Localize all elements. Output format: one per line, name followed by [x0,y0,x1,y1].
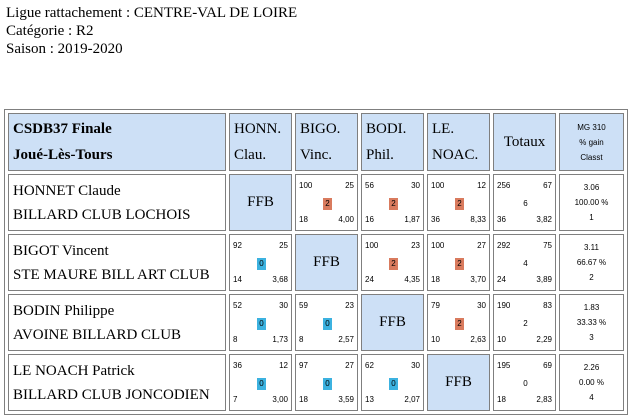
rank: 4 [589,393,594,402]
stats-cell [559,174,624,231]
match-average: 4,35 [404,275,420,284]
total-average: 3,82 [536,215,552,224]
match-cell [361,234,424,291]
player-row [8,174,624,231]
stats-cell [559,294,624,351]
player-col-first: Clau. [234,147,267,163]
total-points: 256 [497,181,511,190]
match-points: 100 [299,181,313,190]
total-points: 195 [497,361,511,370]
classt-label: Classt [580,152,603,162]
player-col-header-3 [361,113,424,171]
match-average: 1,87 [404,215,420,224]
match-points-badge: 0 [257,258,266,270]
match-cell [229,354,292,411]
player-col-first: Phil. [366,147,394,163]
player-row [8,234,624,291]
competition-venue: Joué-Lès-Tours [13,147,113,163]
total-highrun: 10 [497,335,506,344]
match-highrun: 18 [431,275,440,284]
match-cell [229,294,292,351]
player-row [8,294,624,351]
player-col-first: Vinc. [300,147,333,163]
player-col-abbr: LE. [432,121,455,137]
match-points-badge: 2 [323,198,332,210]
categorie-line: Catégorie : R2 [6,23,94,39]
gain-percent: 100.00 % [574,198,609,207]
total-highrun: 18 [497,395,506,404]
mg-value: 3.11 [584,243,599,252]
mg-header [559,113,624,171]
total-average: 2,29 [536,335,552,344]
match-average: 3,59 [338,395,354,404]
ligue-line: Ligue rattachement : CENTRE-VAL DE LOIRE [6,5,298,21]
player-col-header-1 [229,113,292,171]
mg-value: 1.83 [583,303,600,312]
totaux-header: Totaux [493,113,556,171]
results-table [4,109,628,415]
match-innings: 30 [411,181,420,190]
match-cell [295,174,358,231]
player-col-abbr: BODI. [366,121,407,137]
total-average: 2,83 [536,395,552,404]
match-highrun: 24 [365,275,374,284]
match-points: 100 [431,241,445,250]
match-highrun: 7 [233,395,238,404]
match-points: 100 [431,181,445,190]
total-innings: 69 [543,361,552,370]
match-innings: 30 [477,301,486,310]
match-points-badge: 0 [257,318,266,330]
match-average: 3,00 [272,395,288,404]
rank: 1 [589,213,594,222]
match-average: 3,70 [470,275,486,284]
match-average: 3,68 [272,275,288,284]
match-average: 8,33 [470,215,486,224]
match-points-badge: 0 [323,378,332,390]
mg-value: 3.06 [583,183,600,192]
match-points-badge: 0 [389,378,398,390]
totals-cell [493,174,556,231]
match-innings: 12 [477,181,486,190]
match-points-badge: 0 [257,378,266,390]
match-innings: 27 [345,361,354,370]
match-points: 92 [233,241,242,250]
gain-percent: 66.67 % [576,258,607,267]
ffb-cell: FFB [361,294,424,351]
match-points-badge: 2 [389,198,398,210]
total-innings: 83 [543,301,552,310]
total-innings: 67 [543,181,552,190]
ffb-cell: FFB [295,234,358,291]
player-col-header-4 [427,113,490,171]
match-cell [295,294,358,351]
gain-percent: 33.33 % [576,318,607,327]
match-innings: 27 [477,241,486,250]
match-cell [427,174,490,231]
match-cell [229,234,292,291]
match-innings: 30 [411,361,420,370]
player-row [8,354,624,411]
rank: 2 [589,273,594,282]
player-cell [8,174,226,231]
totals-cell [493,234,556,291]
match-points: 97 [299,361,308,370]
total-highrun: 36 [497,215,506,224]
match-highrun: 18 [299,215,308,224]
match-innings: 23 [411,241,420,250]
match-highrun: 14 [233,275,242,284]
player-name: LE NOACH Patrick [13,362,135,379]
match-points-badge: 2 [455,198,464,210]
total-average: 3,89 [536,275,552,284]
player-club: BILLARD CLUB LOCHOIS [13,206,191,223]
match-cell [427,294,490,351]
match-innings: 12 [279,361,288,370]
match-points: 59 [299,301,308,310]
match-points: 100 [365,241,379,250]
stats-cell [559,354,624,411]
match-points-badge: 0 [323,318,332,330]
player-col-first: NOAC. [432,147,479,163]
player-cell [8,354,226,411]
total-highrun: 24 [497,275,506,284]
player-club: STE MAURE BILL ART CLUB [13,266,210,283]
saison-line: Saison : 2019-2020 [6,41,123,57]
totals-cell [493,354,556,411]
match-innings: 23 [345,301,354,310]
player-name: HONNET Claude [13,182,121,199]
match-innings: 25 [345,181,354,190]
match-points-badge: 2 [455,258,464,270]
match-average: 2,07 [404,395,420,404]
competition-title: CSDB37 Finale [13,121,112,137]
total-match-points: 6 [523,199,528,208]
gain-percent: 0.00 % [579,378,604,387]
player-col-abbr: BIGO. [300,121,341,137]
match-points: 36 [233,361,242,370]
total-points: 190 [497,301,511,310]
rank: 3 [589,333,594,342]
total-match-points: 4 [523,259,528,268]
total-match-points: 2 [523,319,528,328]
match-highrun: 8 [299,335,304,344]
match-highrun: 16 [365,215,374,224]
match-points: 79 [431,301,440,310]
total-match-points: 0 [523,379,528,388]
player-col-header-2 [295,113,358,171]
mg-value: 2.26 [583,363,600,372]
match-highrun: 13 [365,395,374,404]
match-cell [295,354,358,411]
match-innings: 25 [279,241,288,250]
ffb-cell: FFB [427,354,490,411]
match-cell [361,174,424,231]
stats-cell [559,234,624,291]
match-cell [361,354,424,411]
match-highrun: 8 [233,335,238,344]
player-cell [8,294,226,351]
match-innings: 30 [279,301,288,310]
totals-cell [493,294,556,351]
match-points-badge: 2 [455,318,464,330]
mg-label: MG 310 [577,122,606,132]
header-row [8,113,624,171]
match-points-badge: 2 [389,258,398,270]
match-highrun: 10 [431,335,440,344]
competition-header [8,113,226,171]
player-club: AVOINE BILLARD CLUB [13,326,182,343]
player-name: BIGOT Vincent [13,242,109,259]
match-highrun: 36 [431,215,440,224]
player-cell [8,234,226,291]
match-points: 52 [233,301,242,310]
total-points: 292 [497,241,511,250]
player-col-abbr: HONN. [234,121,282,137]
player-club: BILLARD CLUB JONCODIEN [13,386,210,403]
player-name: BODIN Philippe [13,302,115,319]
match-average: 2,57 [338,335,354,344]
match-average: 1,73 [272,335,288,344]
match-points: 56 [365,181,374,190]
match-highrun: 18 [299,395,308,404]
gain-label: % gain [579,137,604,147]
ffb-cell: FFB [229,174,292,231]
match-average: 4,00 [338,215,354,224]
match-cell [427,234,490,291]
match-points: 62 [365,361,374,370]
match-average: 2,63 [470,335,486,344]
total-innings: 75 [543,241,552,250]
